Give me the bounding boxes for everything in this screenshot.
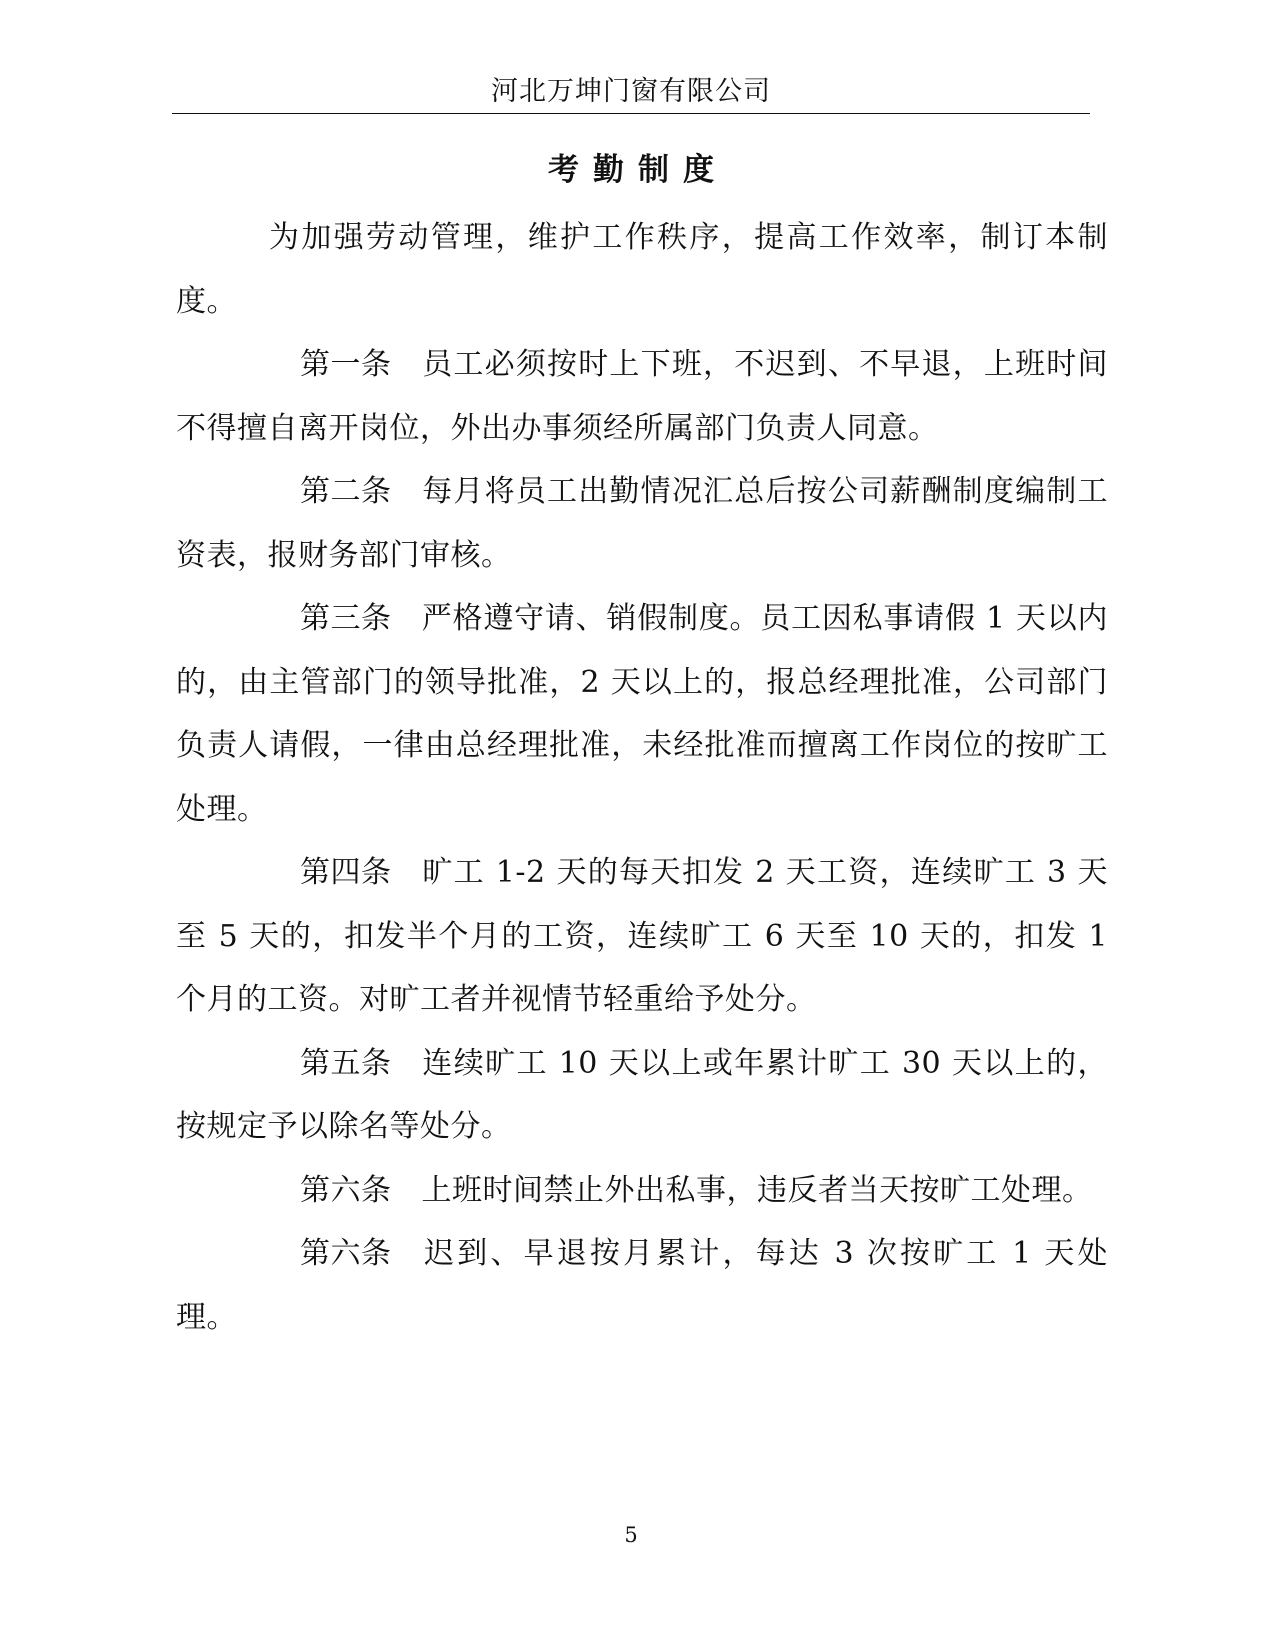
article-6 — [176, 1159, 1108, 1223]
article-number: 第二条 — [300, 474, 392, 509]
article-number: 第三条 — [300, 601, 392, 636]
article-text: 员工必须按时上下班，不迟到、不早退，上班时间不得擅自离开岗位，外出办事须经所属部门负责人同意。 — [176, 347, 1108, 446]
article-3 — [176, 587, 1108, 841]
document-title: 考勤制度 — [548, 152, 728, 188]
header-divider — [172, 113, 1090, 114]
article-number: 第六条 — [300, 1172, 392, 1208]
article-text: 上班时间禁止外出私事，违反者当天按旷工处理。 — [421, 1172, 1093, 1208]
article-text: 旷工 1-2 天的每天扣发 2 天工资，连续旷工 3 天至 5 天的，扣发半个月的工资，连续旷工 6 天至 10 天的，扣发 1 个月的工资。对旷工者并视情节轻重给予处分。 — [176, 855, 1108, 1017]
article-4 — [176, 841, 1108, 1032]
article-7 — [176, 1222, 1108, 1349]
article-1 — [176, 333, 1108, 460]
article-5 — [176, 1032, 1108, 1159]
document-body — [176, 206, 1108, 1349]
page-header-company: 河北万坤门窗有限公司 — [491, 76, 771, 107]
page-number: 5 — [624, 1523, 638, 1547]
article-text: 连续旷工 10 天以上或年累计旷工 30 天以上的，按规定予以除名等处分。 — [176, 1045, 1108, 1144]
article-text: 迟到、早退按月累计，每达 3 次按旷工 1 天处理。 — [176, 1236, 1108, 1335]
article-2 — [176, 460, 1108, 587]
article-number: 第五条 — [300, 1045, 392, 1081]
article-text: 每月将员工出勤情况汇总后按公司薪酬制度编制工资表，报财务部门审核。 — [176, 474, 1108, 573]
intro-paragraph: 为加强劳动管理，维护工作秩序，提高工作效率，制订本制度。 — [176, 220, 1108, 319]
article-number: 第四条 — [300, 855, 392, 890]
article-text: 严格遵守请、销假制度。员工因私事请假 1 天以内的，由主管部门的领导批准，2 天以上的，报总经理批准，公司部门负责人请假，一律由总经理批准，未经批准而擅离工作岗位的按旷工处理。 — [176, 601, 1108, 827]
article-number: 第一条 — [300, 347, 392, 382]
article-number: 第六条 — [300, 1236, 392, 1271]
